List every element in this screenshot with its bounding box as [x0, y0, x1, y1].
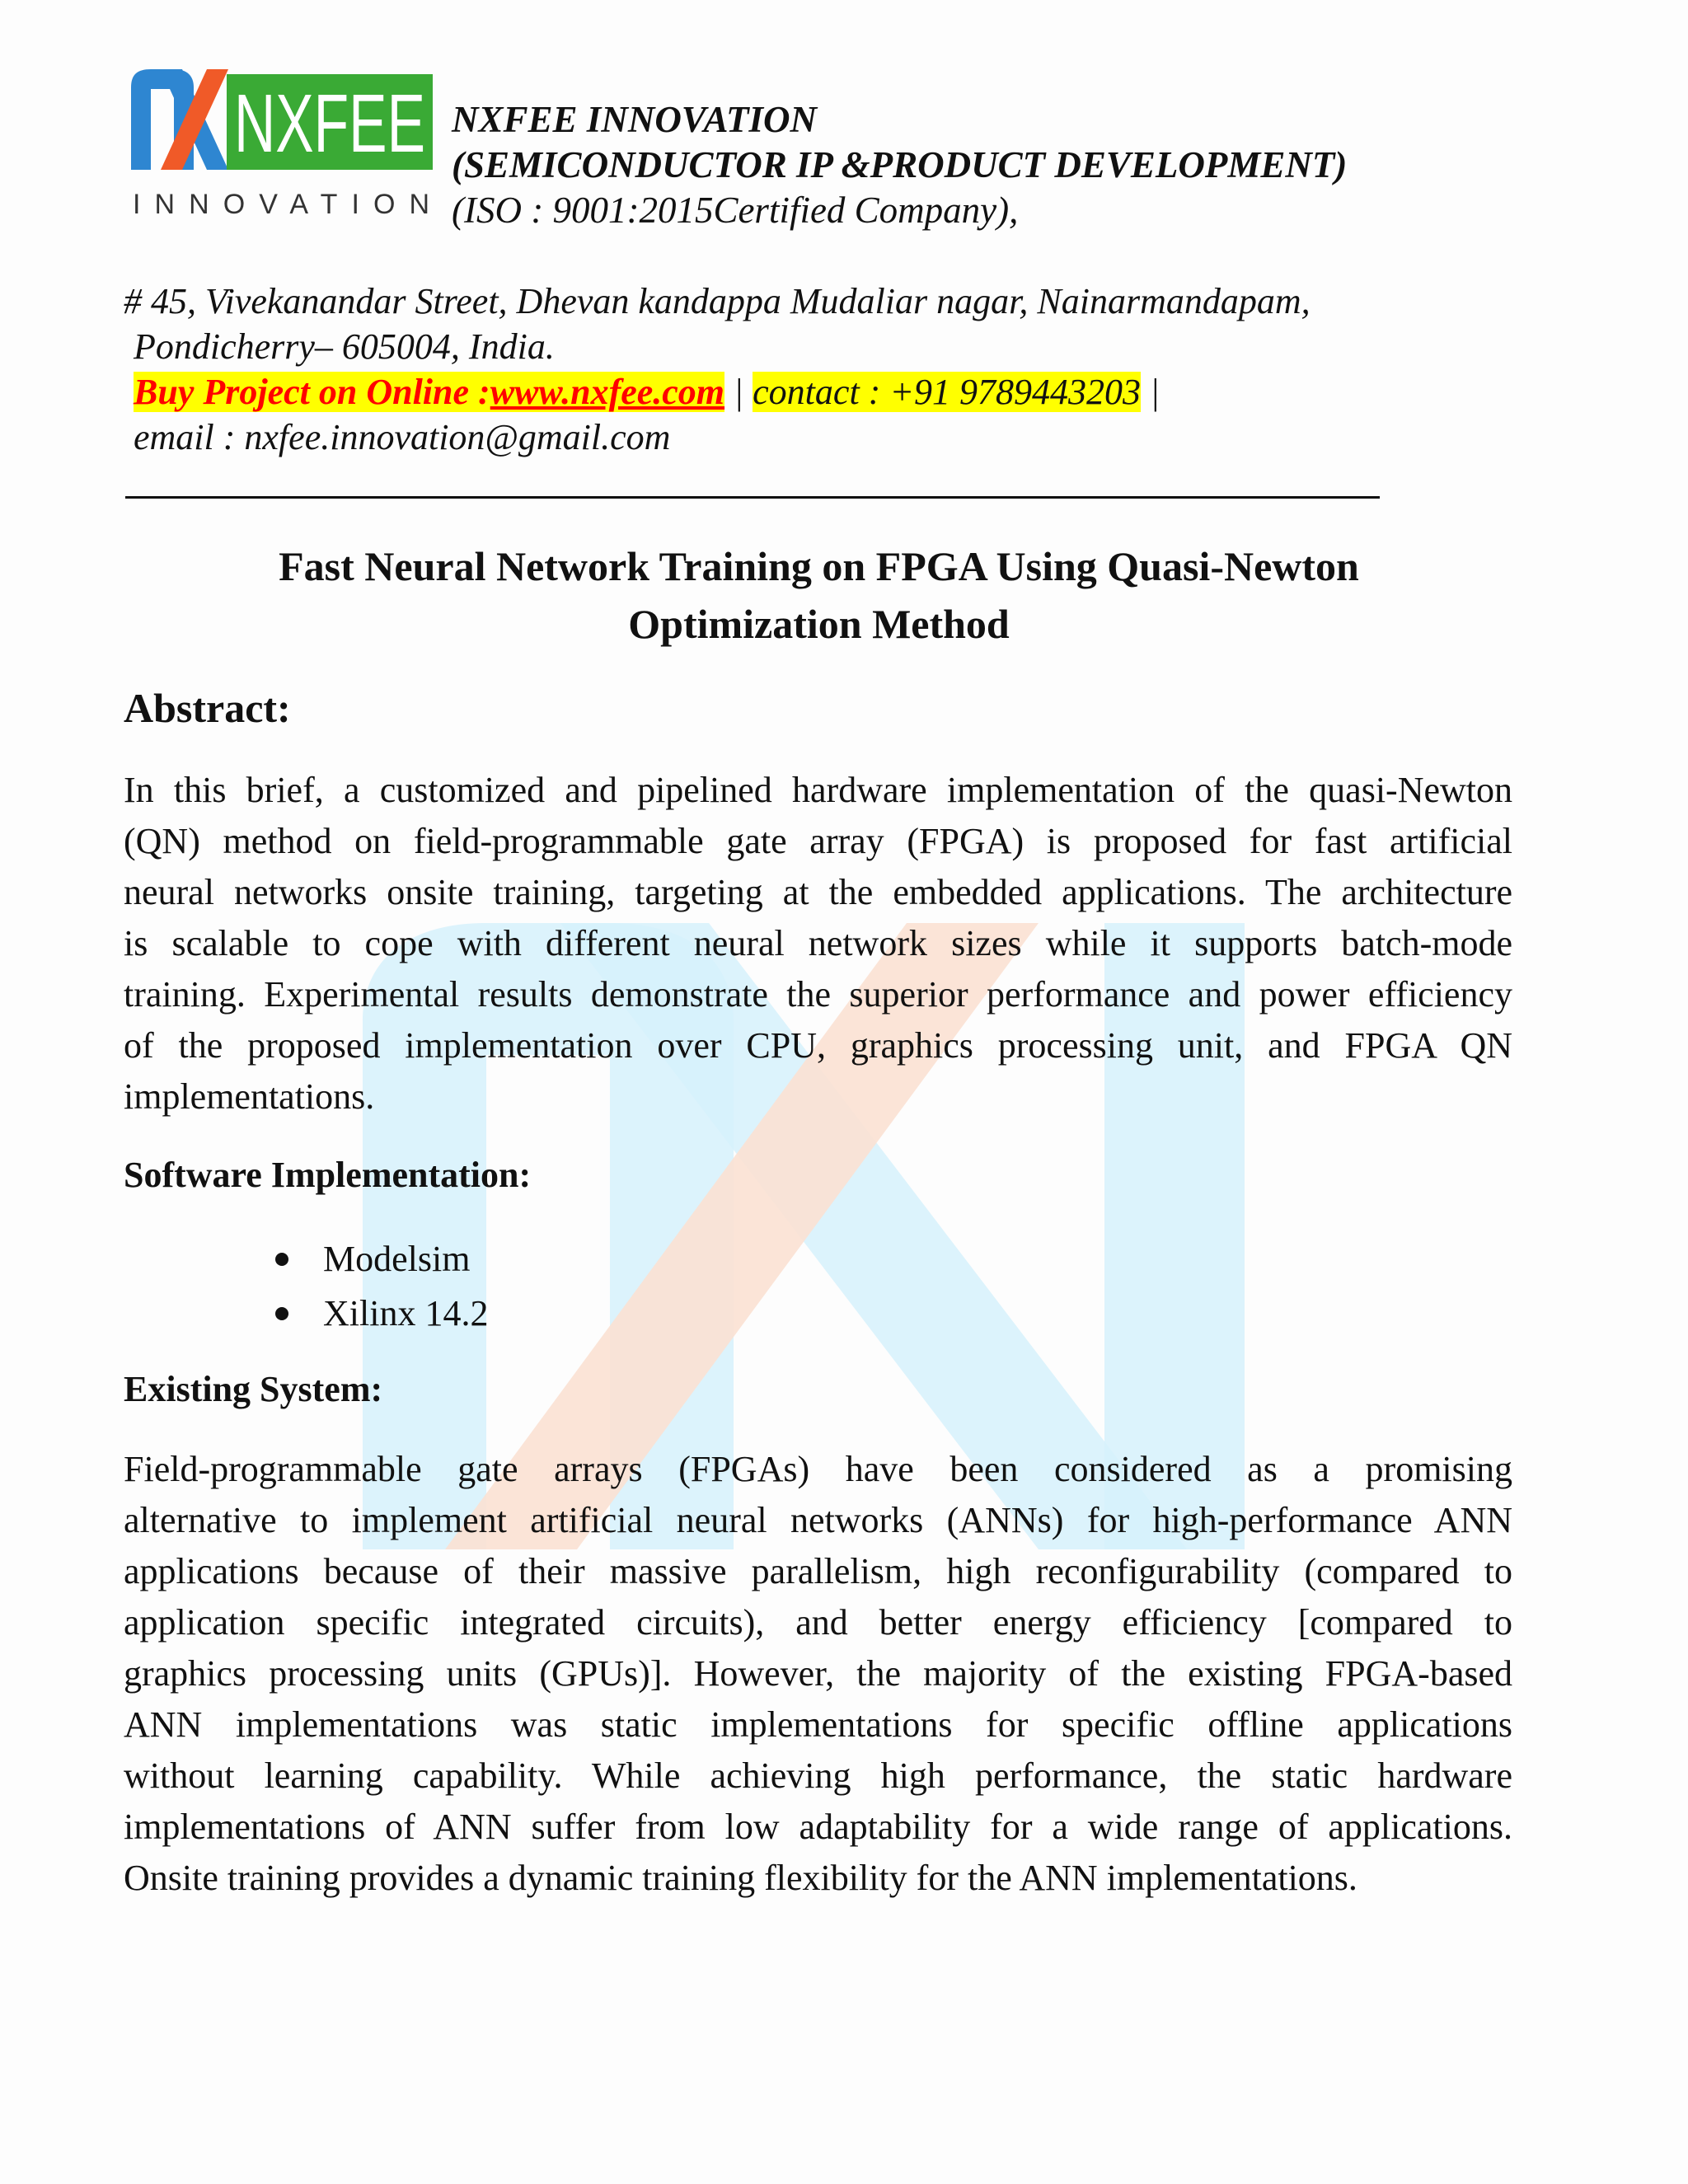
- existing-line: graphics processing units (GPUs)]. However, the majority of the existing FPGA-based: [124, 1653, 1512, 1694]
- abstract-line: training. Experimental results demonstrate the superior performance and power efficiency: [124, 974, 1512, 1015]
- existing-line: alternative to implement artificial neural networks (ANNs) for high-performance ANN: [124, 1500, 1512, 1540]
- abstract-heading: Abstract:: [124, 685, 291, 731]
- software-heading: Software Implementation:: [124, 1155, 532, 1195]
- abstract-line: In this brief, a customized and pipelined hardware implementation of the quasi-Newton: [124, 770, 1512, 810]
- company-tagline: (SEMICONDUCTOR IP &PRODUCT DEVELOPMENT): [452, 144, 1348, 185]
- software-list: [272, 1232, 488, 1341]
- address-block: [124, 279, 1311, 460]
- buy-project-highlight: [134, 372, 724, 412]
- existing-system-heading: Existing System:: [124, 1369, 383, 1409]
- buy-contact-line: [124, 369, 1311, 415]
- contact-number: contact : +91 9789443203: [753, 372, 1142, 412]
- abstract-line: (QN) method on field-programmable gate array (FPGA) is proposed for fast artificial: [124, 821, 1512, 861]
- address-line-1: # 45, Vivekanandar Street, Dhevan kandappa Mudaliar nagar, Nainarmandapam,: [124, 281, 1311, 321]
- website-link[interactable]: www.nxfee.com: [490, 372, 725, 412]
- email-line: email : nxfee.innovation@gmail.com: [134, 417, 671, 457]
- abstract-line: implementations.: [124, 1076, 375, 1117]
- logo-text: NXFEE: [234, 77, 425, 170]
- bullet-icon: [275, 1253, 288, 1266]
- company-certification: (ISO : 9001:2015Certified Company),: [452, 190, 1019, 231]
- existing-line: Field-programmable gate arrays (FPGAs) have been considered as a promising: [124, 1449, 1512, 1489]
- buy-project-label: Buy Project on Online :: [134, 372, 490, 412]
- existing-line: implementations of ANN suffer from low adaptability for a wide range of applications.: [124, 1807, 1512, 1847]
- existing-line: without learning capability. While achieving high performance, the static hardware: [124, 1755, 1512, 1796]
- nxfee-logo: [128, 69, 433, 222]
- list-item: [272, 1286, 488, 1341]
- software-item-label: Xilinx 14.2: [323, 1293, 489, 1333]
- company-block: [452, 97, 1347, 233]
- existing-system-paragraph: [124, 1444, 1512, 1904]
- company-name: NXFEE INNOVATION: [452, 99, 818, 140]
- separator: |: [734, 372, 744, 412]
- existing-line: Onsite training provides a dynamic training flexibility for the ANN implementations.: [124, 1858, 1357, 1898]
- header-divider: [125, 496, 1380, 499]
- existing-line: application specific integrated circuits), and better energy efficiency [compared to: [124, 1602, 1512, 1643]
- document-title: [124, 537, 1514, 653]
- existing-line: ANN implementations was static implementations for specific offline applications: [124, 1704, 1512, 1745]
- title-line-2: Optimization Method: [628, 601, 1010, 647]
- software-item-label: Modelsim: [323, 1239, 471, 1279]
- address-line-2: Pondicherry– 605004, India.: [134, 326, 555, 367]
- separator: |: [1150, 372, 1160, 412]
- abstract-line: is scalable to cope with different neural network sizes while it supports batch-mode: [124, 923, 1512, 963]
- abstract-paragraph: [124, 765, 1512, 1122]
- abstract-line: of the proposed implementation over CPU, graphics processing unit, and FPGA QN: [124, 1025, 1512, 1066]
- existing-line: applications because of their massive parallelism, high reconfigurability (compared to: [124, 1551, 1512, 1591]
- abstract-line: neural networks onsite training, targeting at the embedded applications. The architecture: [124, 872, 1512, 912]
- logo-subtext: INNOVATION: [133, 189, 429, 220]
- list-item: [272, 1232, 488, 1286]
- title-line-1: Fast Neural Network Training on FPGA Using Quasi-Newton: [279, 543, 1359, 589]
- bullet-icon: [275, 1307, 288, 1320]
